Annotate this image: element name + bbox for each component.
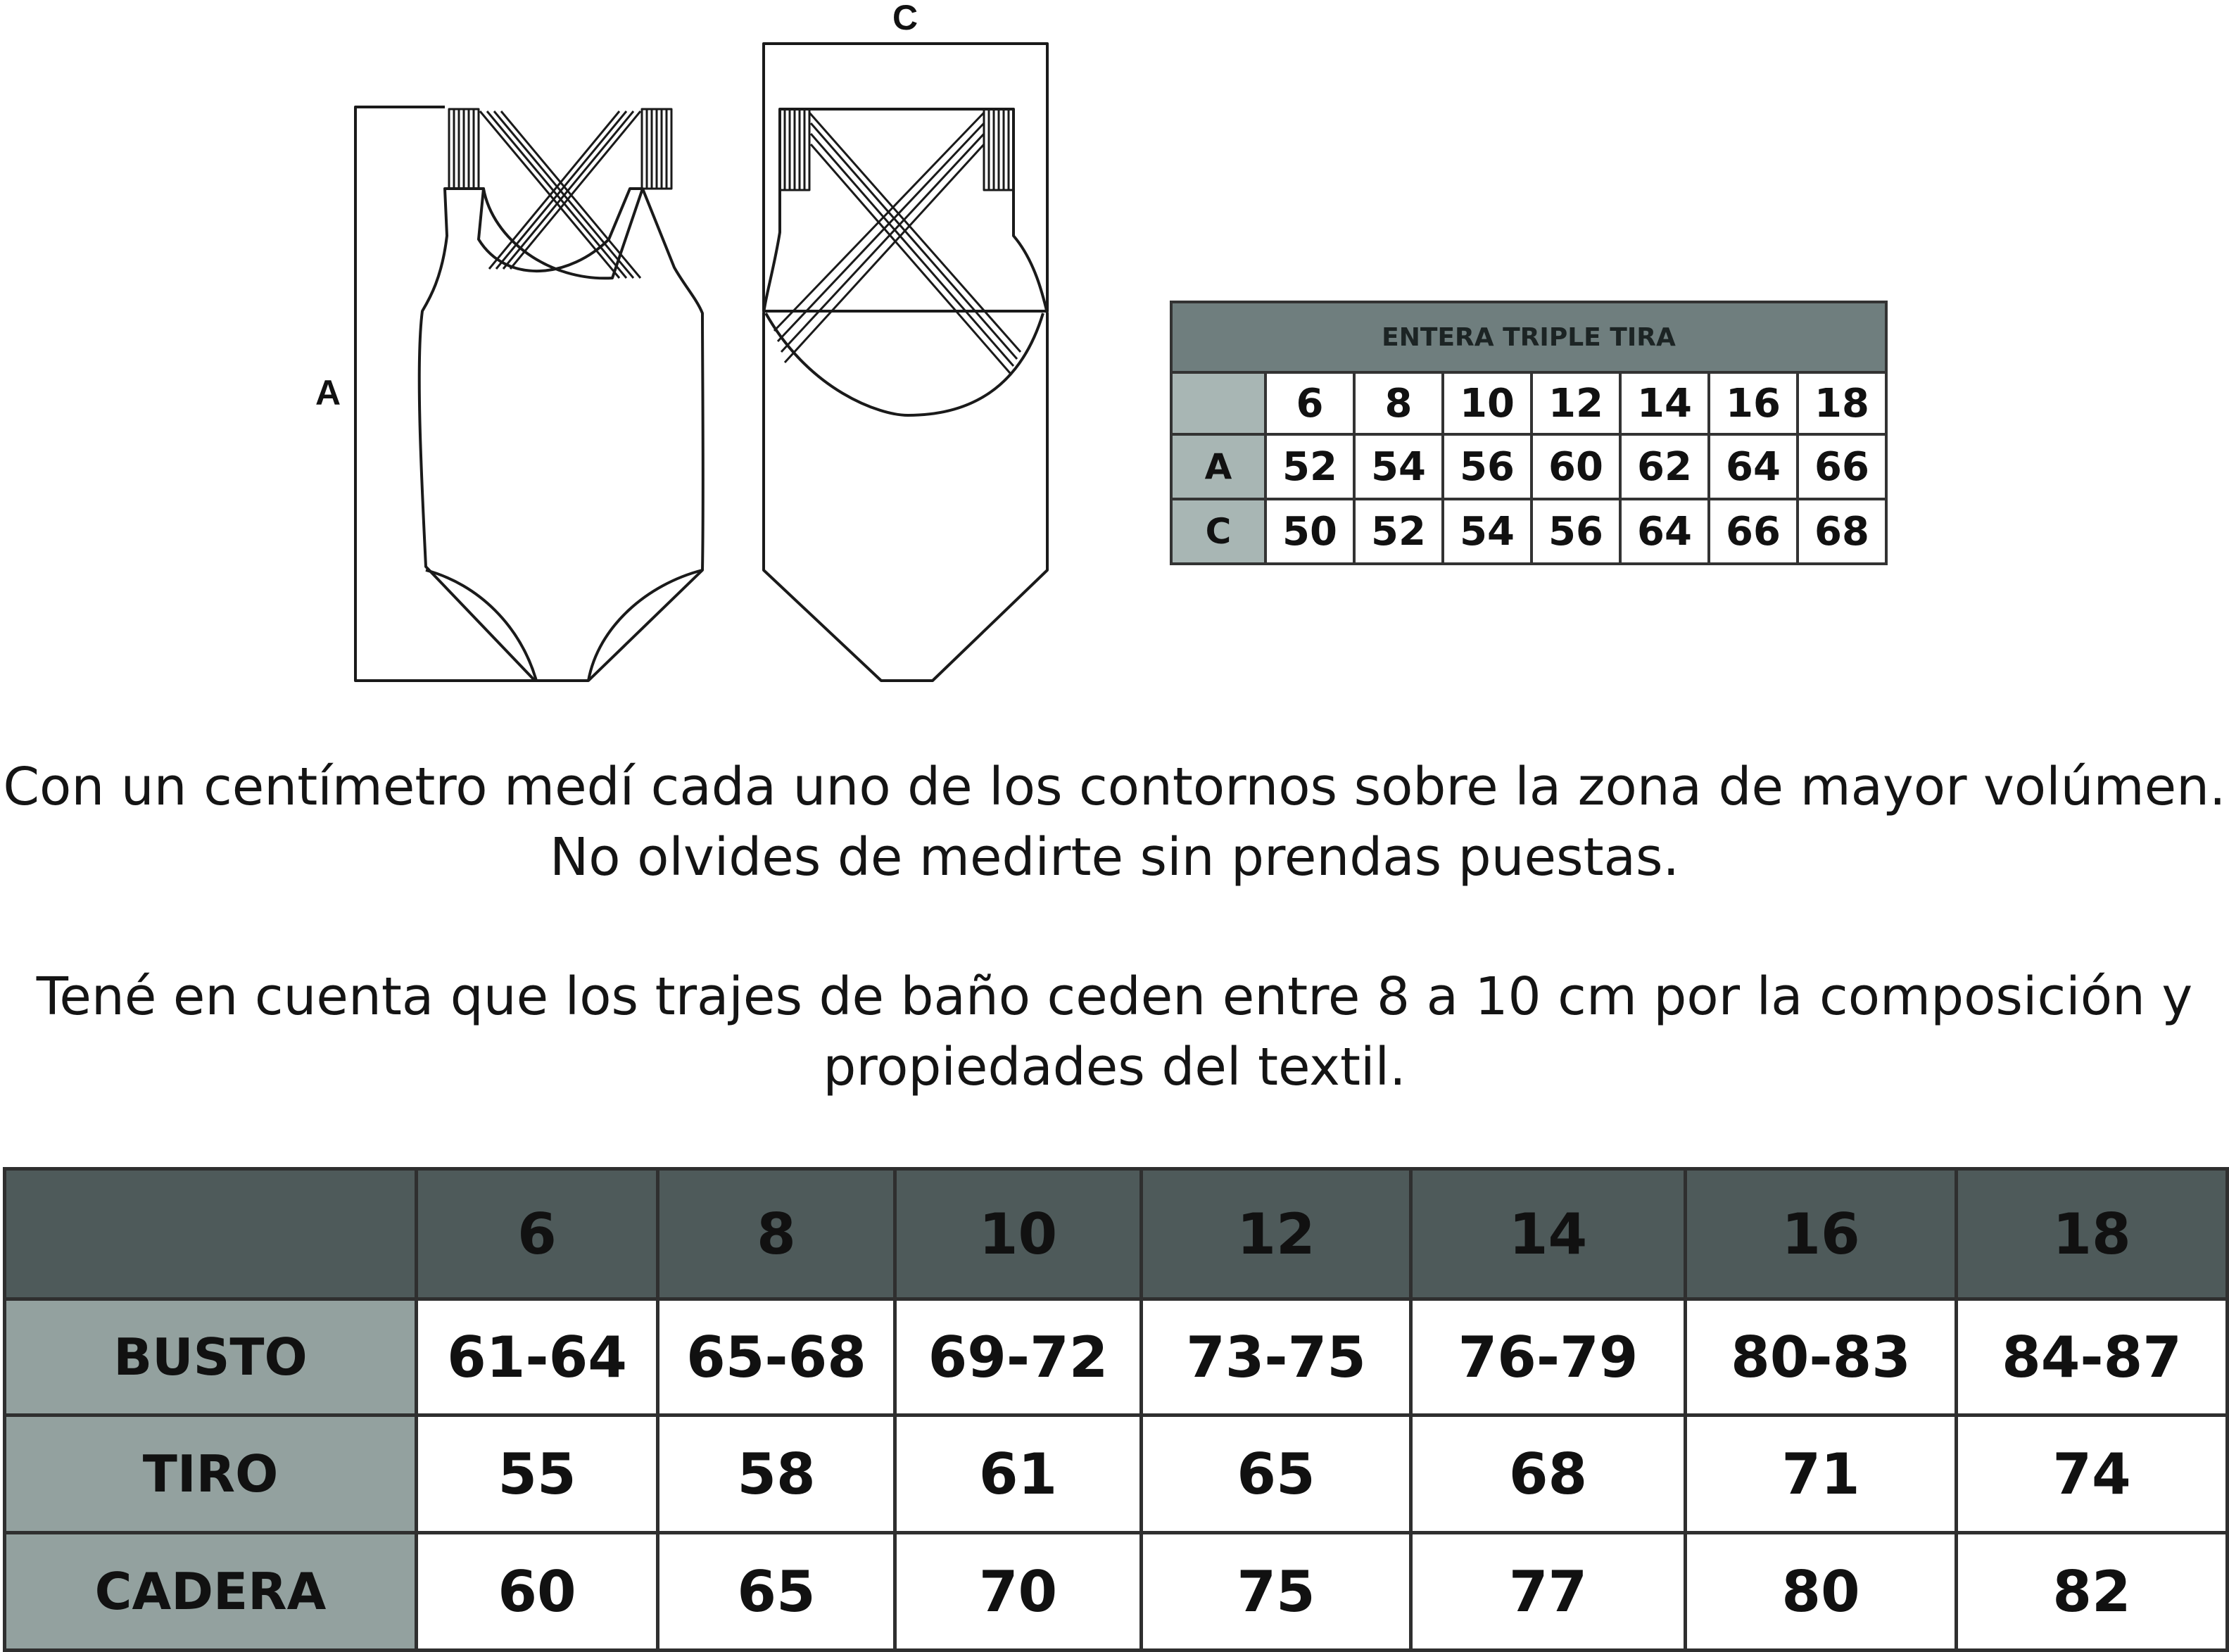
front-cross-straps [480, 111, 640, 278]
size-table-cell: 76-79 [1411, 1299, 1686, 1415]
front-view-drawing [355, 107, 703, 681]
small-table-size: 16 [1709, 372, 1798, 434]
size-table-cell: 70 [895, 1533, 1142, 1651]
size-column-header: 6 [417, 1169, 658, 1299]
size-table-cell: 77 [1411, 1533, 1686, 1651]
size-table-cell: 74 [1957, 1415, 2228, 1533]
size-row-label: TIRO [5, 1415, 417, 1533]
size-table-cell: 65 [1142, 1415, 1411, 1533]
small-table-cell: 56 [1443, 434, 1532, 499]
back-view-drawing [764, 44, 1047, 681]
back-left-strap [780, 109, 809, 190]
size-table-cell: 69-72 [895, 1299, 1142, 1415]
front-body-outline [419, 189, 703, 681]
front-right-strap [642, 109, 671, 189]
small-table-size: 10 [1443, 372, 1532, 434]
small-table-title: ENTERA TRIPLE TIRA [1171, 302, 1886, 372]
small-table-cell: 52 [1354, 499, 1443, 564]
small-table-cell: 50 [1265, 499, 1354, 564]
small-table-size: 8 [1354, 372, 1443, 434]
size-table-cell: 61-64 [417, 1299, 658, 1415]
size-table-cell: 65-68 [658, 1299, 895, 1415]
front-left-strap [449, 109, 479, 189]
size-table-cell: 65 [658, 1533, 895, 1651]
small-table-cell: 62 [1620, 434, 1709, 499]
back-right-strap [984, 109, 1014, 190]
small-table-size: 18 [1798, 372, 1886, 434]
small-table-size: 14 [1620, 372, 1709, 434]
label-a: A [315, 373, 341, 412]
measure-box-c [764, 44, 1047, 311]
small-table-row-label: A [1171, 434, 1265, 499]
small-table-cell: 54 [1443, 499, 1532, 564]
small-table-cell: 66 [1709, 499, 1798, 564]
size-table-cell: 80 [1686, 1533, 1957, 1651]
size-column-header: 12 [1142, 1169, 1411, 1299]
size-table-cell: 58 [658, 1415, 895, 1533]
size-table-cell: 84-87 [1957, 1299, 2228, 1415]
small-table-cell: 54 [1354, 434, 1443, 499]
small-table-row-label: C [1171, 499, 1265, 564]
size-column-header: 8 [658, 1169, 895, 1299]
size-column-header: 18 [1957, 1169, 2228, 1299]
size-table-cell: 60 [417, 1533, 658, 1651]
small-table-size: 6 [1265, 372, 1354, 434]
size-table-cell: 73-75 [1142, 1299, 1411, 1415]
size-table-cell: 61 [895, 1415, 1142, 1533]
size-table-cell: 75 [1142, 1533, 1411, 1651]
small-table-cell: 64 [1709, 434, 1798, 499]
size-table-cell: 71 [1686, 1415, 1957, 1533]
small-table-cell: 52 [1265, 434, 1354, 499]
small-table-cell: 66 [1798, 434, 1886, 499]
size-table-corner [5, 1169, 417, 1299]
size-row-label: CADERA [5, 1533, 417, 1651]
fabric-stretch-note: Tené en cuenta que los trajes de baño ceden entre 8 a 10 cm por la composición y propiedades del textil. [36, 966, 2193, 1097]
small-table-corner [1171, 372, 1265, 434]
size-column-header: 14 [1411, 1169, 1686, 1299]
body-size-table [3, 1167, 2229, 1652]
label-c: C [892, 0, 918, 37]
small-table-cell: 56 [1532, 499, 1620, 564]
size-table-cell: 82 [1957, 1533, 2228, 1651]
size-row-label: BUSTO [5, 1299, 417, 1415]
size-table-cell: 68 [1411, 1415, 1686, 1533]
small-table-cell: 68 [1798, 499, 1886, 564]
small-table-cell: 60 [1532, 434, 1620, 499]
size-column-header: 16 [1686, 1169, 1957, 1299]
measure-line-a [355, 107, 588, 681]
small-table-cell: 64 [1620, 499, 1709, 564]
small-size-table [1170, 301, 1888, 565]
garment-diagram [0, 0, 1098, 704]
size-table-cell: 55 [417, 1415, 658, 1533]
size-table-cell: 80-83 [1686, 1299, 1957, 1415]
size-column-header: 10 [895, 1169, 1142, 1299]
small-table-size: 12 [1532, 372, 1620, 434]
measurement-instructions: Con un centímetro medí cada uno de los contornos sobre la zona de mayor volúmen. No olvides de medirte sin prendas puestas. [3, 757, 2226, 888]
